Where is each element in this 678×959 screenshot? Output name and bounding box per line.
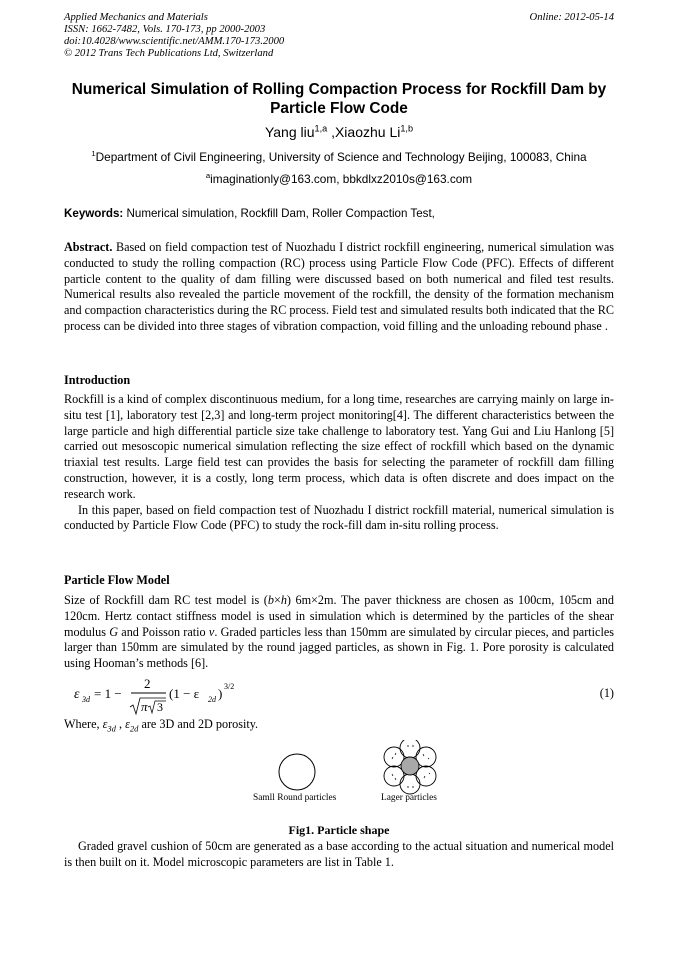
author-2-sup: 1,b xyxy=(400,123,414,134)
where-tail: are 3D and 2D porosity. xyxy=(138,717,259,731)
equation-number: (1) xyxy=(599,686,614,700)
eq-mid: (1 − ε xyxy=(169,686,200,701)
where-sub-2d: 2d xyxy=(129,723,139,734)
emails xyxy=(64,172,614,186)
figure-caption: Fig1. Particle shape xyxy=(288,823,390,837)
abstract-text: Based on field compaction test of Nuozhadu I district rockfill engineering, numerical simulation was conducted to study the rolling compaction (RC) process using Particle Flow Code (PFC). Effects of different particle content to the quality of dam filling were discussed based on both numerical and filed test results. Numerical results also revealed the particle movement of the rockfill, the density of the formation mechanism and compaction characteristics during the RC process. Field test and simulated results both indicated that the RC process can be divided into three stages of vibration compaction, void filling and the unloading rebound phase . xyxy=(64,240,615,333)
affiliation-sup: 1 xyxy=(91,149,96,159)
eq-numerator: 2 xyxy=(144,676,151,691)
email-text: imaginationly@163.com, bbkdlxz2010s@163.com xyxy=(210,172,473,186)
eq-sub-3d: 3d xyxy=(82,695,90,704)
author-2: Xiaozhu Li xyxy=(334,124,401,140)
intro-p2: In this paper, based on field compaction test of Nuozhadu I district rockfill material, numerical simulation is conducted by Particle Flow Code (PFC) to study the rock-fill dam in-situ rolling process. xyxy=(64,502,614,533)
eq-pi: π xyxy=(141,699,148,714)
where-line xyxy=(64,716,258,732)
keywords xyxy=(64,207,614,221)
online-date: Online: 2012-05-14 xyxy=(529,12,614,23)
label-large-particles: Lager particles xyxy=(381,793,437,803)
authors xyxy=(64,123,614,141)
eq-epsilon: ε xyxy=(74,687,80,702)
eq-close: ) xyxy=(218,686,223,701)
pfm-times: × xyxy=(273,593,281,607)
where-eps-2: ε xyxy=(125,717,130,731)
author-sep: , xyxy=(327,124,335,140)
pfm-h: h xyxy=(280,593,287,607)
eq-sub-2d: 2d xyxy=(208,695,216,704)
eq-equals: = 1 − xyxy=(94,686,122,701)
affiliation-text: Department of Civil Engineering, University of Science and Technology Beijing, 100083, China xyxy=(95,150,587,164)
pfm-text-g: . Graded particles less than 150mm are simulated by circular pieces, and particles larger than 150mm are simulated by the round jagged particles, as shown in Fig. 1. Pore porosity is calculated using Hooman’s methods [6]. xyxy=(64,624,614,671)
email-sup: a xyxy=(205,171,211,181)
pfm-v: v xyxy=(208,624,215,639)
large-jagged-particle xyxy=(384,740,436,794)
intro-heading: Introduction xyxy=(64,373,131,387)
affiliation xyxy=(40,150,638,164)
pfm-b: b xyxy=(267,593,274,607)
where-text: Where, xyxy=(64,717,103,731)
journal-name: Applied Mechanics and Materials xyxy=(64,12,208,23)
pfm-text-a: Size of Rockfill dam RC test model is ( xyxy=(64,593,268,607)
pfm-text-e: ) 6m×2m. The paver thickness are chosen as 100cm, 105cm and 120cm. Hertz contact stiffness model is used in simulation which is determined by the particles of the shear modulus xyxy=(64,593,614,639)
eq-exponent: 3/2 xyxy=(224,682,235,691)
equation-svg xyxy=(74,676,294,720)
keywords-label: Keywords: xyxy=(64,207,124,220)
where-sub-3d: 3d xyxy=(107,723,116,734)
pfm-G: G xyxy=(109,624,119,639)
closing-paragraph: Graded gravel cushion of 50cm are generated as a base according to the actual situation and numerical model is then built on it. Model microscopic parameters are list in Table 1. xyxy=(64,839,614,869)
journal-header xyxy=(64,12,284,60)
figure-1 xyxy=(250,740,450,810)
keywords-text: Numerical simulation, Rockfill Dam, Roller Compaction Test, xyxy=(123,207,435,220)
label-small-particles: Samll Round particles xyxy=(253,793,337,803)
pfm-heading: Particle Flow Model xyxy=(64,573,170,587)
author-1-sup: 1,a xyxy=(314,123,328,134)
intro-p1: Rockfill is a kind of complex discontinuous medium, for a long time, researches are carrying mainly on large in-situ test [1], laboratory test [2,3] and long-term project monitoring[4]. The different characteristics between the large particle and high differential particle size take challenge to laboratory test. Yang Gui and Liu Hanlong [5] carried out mesoscopic numerical simulation reflecting the size effect of rockfill which based on the dynamic triaxial test results. Large field test can provides the basis for selecting the parameter of rockfill dam filling construction, however, it is a costly, long term process, which data is often discrete and does impact on the research work. xyxy=(64,392,614,501)
abstract xyxy=(64,240,614,335)
doi: doi:10.4028/www.scientific.net/AMM.170-173.2000 xyxy=(64,36,285,47)
issn: ISSN: 1662-7482, Vols. 170-173, pp 2000-2003 xyxy=(64,24,266,35)
eq-three: 3 xyxy=(157,700,163,714)
equation-1 xyxy=(74,676,614,718)
pfm-paragraph xyxy=(64,593,614,672)
abstract-label: Abstract. xyxy=(64,240,113,254)
paper-title: Numerical Simulation of Rolling Compaction Process for Rockfill Dam by Particle Flow Code xyxy=(71,81,607,117)
author-1: Yang liu xyxy=(264,124,315,140)
where-eps-1: ε xyxy=(102,717,108,731)
copyright: © 2012 Trans Tech Publications Ltd, Switzerland xyxy=(64,48,274,59)
intro-paragraph xyxy=(64,392,614,534)
pfm-text-f: and Poisson ratio xyxy=(118,624,209,639)
small-round-particle xyxy=(279,754,315,790)
where-comma: , xyxy=(115,717,126,731)
particle-shapes xyxy=(250,740,450,796)
